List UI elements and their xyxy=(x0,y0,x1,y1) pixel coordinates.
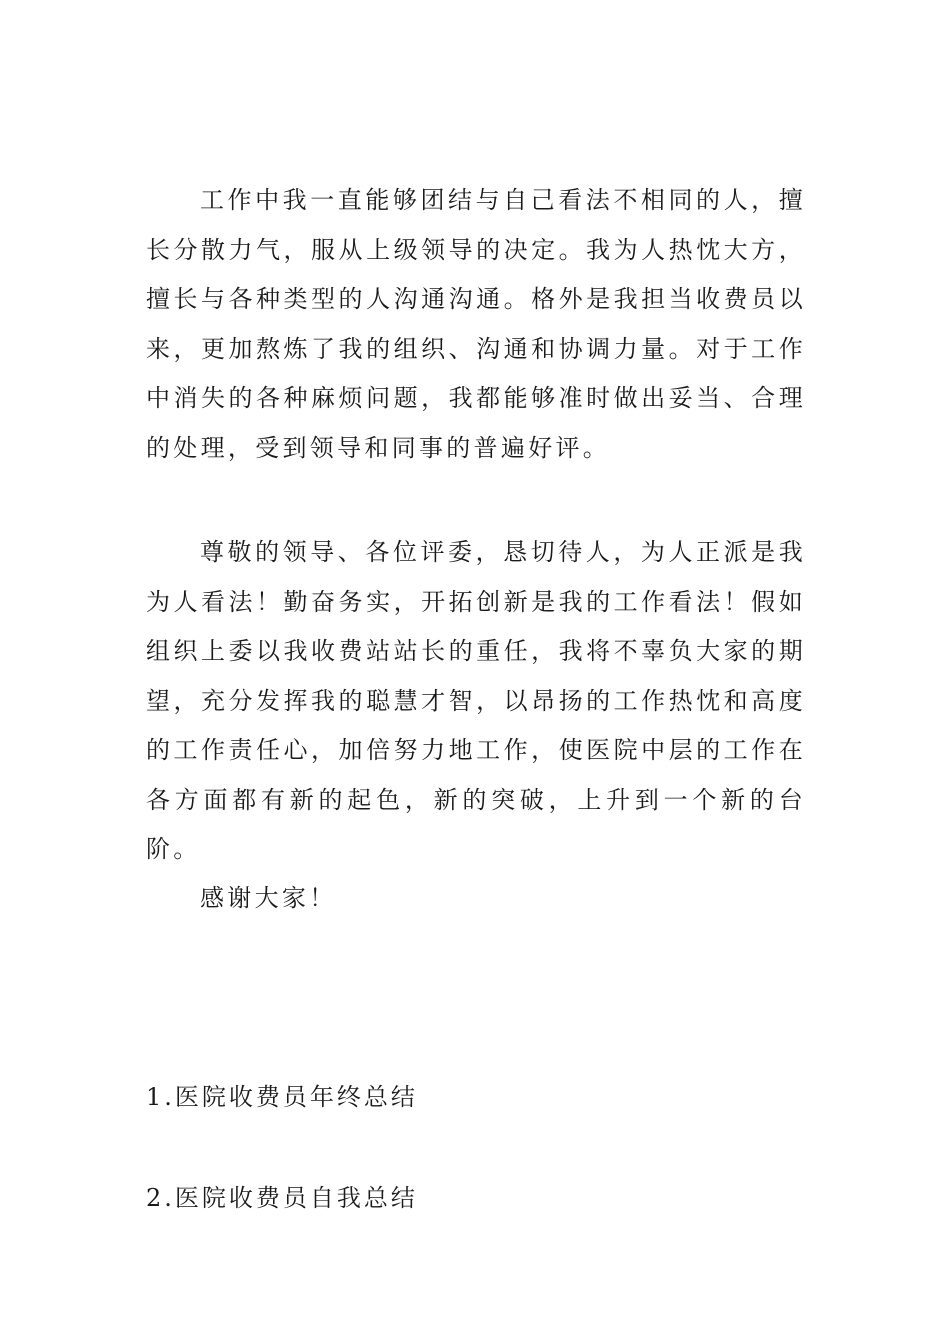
paragraph-thanks: 感谢大家！ xyxy=(200,884,337,912)
related-link-year-end-summary[interactable]: 1.医院收费员年终总结 xyxy=(146,1083,418,1111)
paragraph-pledge: 尊敬的领导、各位评委，恳切待人，为人正派是我为人看法！勤奋务实，开拓创新是我的工作看法！假如组织上委以我收费站站长的重任，我将不辜负大家的期望，充分发挥我的聪慧才智，以昂扬的工作热忱和高度的工作责任心，加倍努力地工作，使医院中层的工作在各方面都有新的起色，新的突破，上升到一个新的台阶。 xyxy=(146,538,806,863)
paragraph-teamwork: 工作中我一直能够团结与自己看法不相同的人，擅长分散力气，服从上级领导的决定。我为人热忱大方，擅长与各种类型的人沟通沟通。格外是我担当收费员以来，更加熬炼了我的组织、沟通和协调力量。对于工作中消失的各种麻烦问题，我都能够准时做出妥当、合理的处理，受到领导和同事的普遍好评。 xyxy=(146,186,806,462)
related-link-self-summary[interactable]: 2.医院收费员自我总结 xyxy=(146,1184,418,1212)
